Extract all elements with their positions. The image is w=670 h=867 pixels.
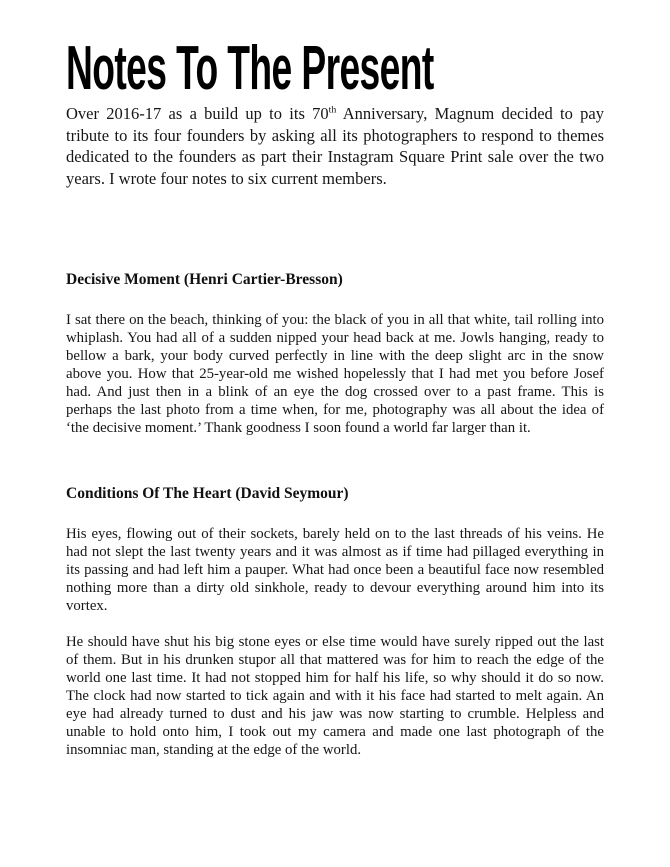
section-heading-decisive-moment: Decisive Moment (Henri Cartier-Bresson) — [66, 271, 343, 288]
section-paragraph: I sat there on the beach, thinking of you: the black of you in all that white, tail rolling into whiplash. You had all of a sudden nipped your head back at me. Jowls hanging, ready to bellow a bark, your body curved perfectly in line with the deep slight arc in the snow above you. How that 25-year-old me wished hopelessly that I had met you before Josef had. And just then in a blink of an eye the dog crossed over to a past frame. This is perhaps the last photo from a time when, for me, photography was all about the idea of ‘the decisive moment.’ Thank goodness I soon found a world far larger than it. — [66, 312, 604, 436]
section-paragraph: He should have shut his big stone eyes or else time would have surely ripped out the last of them. But in his drunken stupor all that mattered was for him to reach the edge of the world one last time. It had not stopped him for half his life, so why should it do so now. The clock had now started to tick again and with it his face had started to melt again. An eye had already turned to dust and his jaw was now starting to crumble. Helpless and unable to hold onto him, I took out my camera and made one last photograph of the insomniac man, standing at the edge of the world. — [66, 634, 604, 758]
intro-paragraph — [66, 103, 604, 189]
section-heading-conditions-of-the-heart: Conditions Of The Heart (David Seymour) — [66, 485, 349, 502]
intro-text-before-superscript: Over 2016-17 as a build up to its 70 — [66, 104, 329, 123]
page-title-text: Notes To The Present — [66, 34, 434, 103]
section-paragraph: His eyes, flowing out of their sockets, barely held on to the last threads of his veins. He had not slept the last twenty years and it was almost as if time had pillaged everything in its passing and had left him a pauper. What had once been a beautiful face now resembled nothing more than a dirty old sinkhole, ready to devour everything around him into its vortex. — [66, 526, 604, 614]
page-title — [66, 34, 604, 103]
intro-text-after-superscript: Anniversary, Magnum decided to pay tribute to its four founders by asking all its photographers to respond to themes dedicated to the founders as part their Instagram Square Print sale over the two years. I wrote four notes to six current members. — [66, 104, 604, 188]
ordinal-superscript: th — [328, 104, 337, 116]
section-decisive-moment — [66, 270, 604, 437]
section-conditions-of-the-heart — [66, 484, 604, 759]
